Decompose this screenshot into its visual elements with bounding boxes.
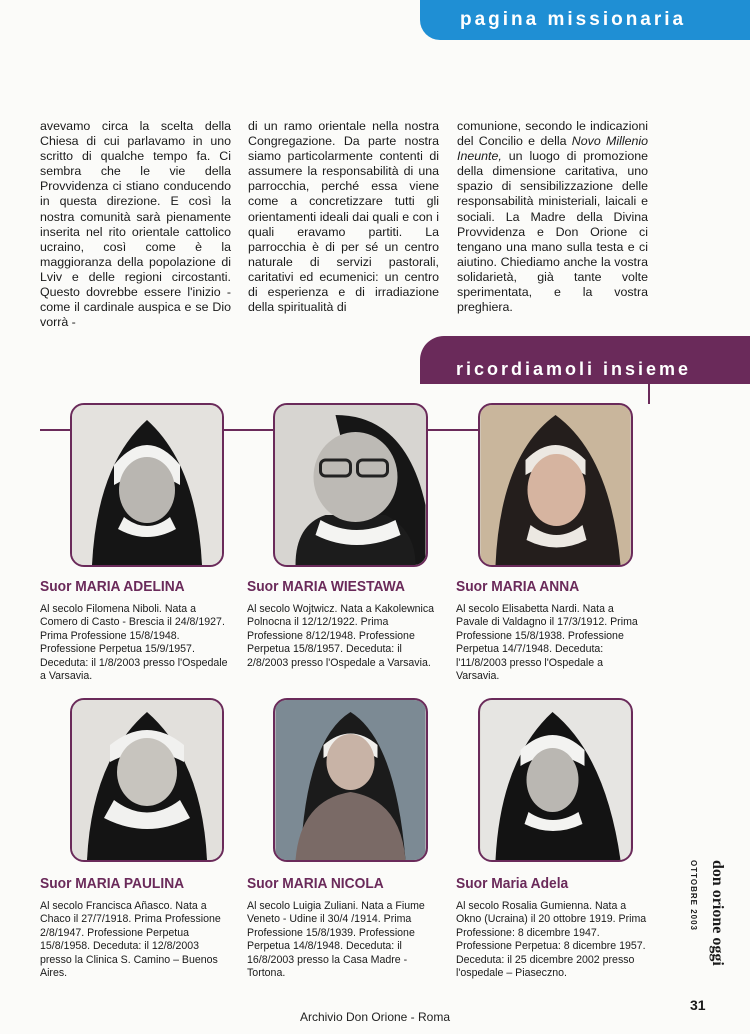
portrait-sister-5: [273, 698, 428, 862]
nun-portrait-image: [480, 700, 631, 860]
portrait-sister-4: [70, 698, 224, 862]
nun-portrait-image: [275, 700, 426, 860]
sister-bio: Al secolo Filomena Niboli. Nata a Comero di Casto - Brescia il 24/8/1927. Prima Professione 15/8/1948. Professione Perpetua 15/9/1957. Deceduta: il 1/8/2003 presso l'Ospedale a Varsavia.: [40, 603, 228, 683]
sister-bio: Al secolo Luigia Zuliani. Nata a Fiume Veneto - Udine il 30/4 /1914. Prima Professione 15/8/1939. Professione Perpetua 14/8/1948. Deceduta: il 16/8/2003 presso la Casa Madre - Tortona.: [247, 900, 425, 980]
nun-portrait-image: [480, 405, 631, 565]
connector-line: [648, 384, 650, 404]
section-header-title: pagina missionaria: [460, 9, 687, 30]
memorial-section-title: ricordiamoli insieme: [456, 359, 692, 379]
portrait-sister-1: [70, 403, 224, 567]
portrait-sister-3: [478, 403, 633, 567]
magazine-issue: OTTOBRE 2003: [689, 860, 698, 931]
sister-name: Suor MARIA NICOLA: [247, 875, 384, 892]
article-text-3: comunione, secondo le indicazioni del Concilio e della Novo Millenio Ineunte, un luogo di promozione della dimensione caritativa, uno spazio di sensibilizzazione delle responsabilità ministeriali, laicali e sociali. La Madre della Divina Provvidenza e Don Orione ci tengano una mano sulla testa e ci aiutino. Chiediamo anche la vostra solidarietà, già tante volte sperimentata, e la vostra preghiera.: [457, 119, 649, 315]
archive-footer: Archivio Don Orione - Roma: [299, 1010, 451, 1024]
connector-line: [40, 429, 71, 431]
nun-portrait-image: [72, 405, 222, 565]
sister-bio: Al secolo Elisabetta Nardi. Nata a Pavale di Valdagno il 17/3/1912. Prima Professione 15/8/1938. Professione Perpetua 14/7/1948. Deceduta: l'11/8/2003 presso l'Ospedale a Varsavia.: [456, 603, 638, 683]
memorial-section-band: [420, 336, 750, 384]
article-text-1: avevamo circa la scelta della Chiesa di cui parlavamo in uno scritto di qualche tempo fa. Ci sembra che le vie della Provvidenza ci stiano conducendo in questa direzione. E così la nostra comunità sarà pienamente inserita nel rito orientale cattolico ucraino, così come è la maggioranza della popolazione di Lviv e delle regioni circostanti. Questo dovrebbe essere l'inizio - come il cardinale auspica e se Dio vorrà -: [40, 119, 231, 330]
article-text-2: di un ramo orientale nella nostra Congregazione. Da parte nostra siamo particolarmente contenti di assumere la responsabilità di una parrocchia, perché essa viene come a concretizzare tutti gli orientamenti ideali dai quali e con i quali eravamo partiti. La parrocchia è di per sé un centro naturale di servizi pastorali, caritativi ed ecumenici: un centro di esperienza e di irradiazione della spiritualità di: [248, 119, 439, 315]
article-column-1: [40, 119, 231, 330]
section-header-band: [420, 0, 750, 40]
sister-name: Suor Maria Adela: [456, 875, 569, 892]
sister-name: Suor MARIA ANNA: [456, 578, 580, 595]
article-column-3: [457, 119, 648, 315]
sister-bio: Al secolo Rosalia Gumienna. Nata a Okno (Ucraina) il 20 ottobre 1919. Prima Professione: 8 dicembre 1947. Professione Perpetua: 8 dicembre 1957. Deceduta: il 25 dicembre 2002 presso l'ospedale – Piaseczno.: [456, 900, 647, 980]
nun-portrait-image: [72, 700, 222, 860]
page-number: 31: [690, 997, 706, 1013]
sister-bio: Al secolo Francisca Añasco. Nata a Chaco il 27/7/1918. Prima Professione 2/8/1947. Professione Perpetua 15/8/1958. Deceduta: il 12/8/2003 presso la Clinica S. Camino – Buenos Aires.: [40, 900, 221, 980]
connector-line: [426, 429, 479, 431]
portrait-sister-6: [478, 698, 633, 862]
article-column-2: [248, 119, 439, 315]
document-title-italic: Novo Millenio Ineunte,: [457, 134, 649, 164]
sister-name: Suor MARIA ADELINA: [40, 578, 185, 595]
connector-line: [222, 429, 273, 431]
nun-portrait-image: [275, 405, 426, 565]
sister-name: Suor MARIA PAULINA: [40, 875, 185, 892]
portrait-sister-2: [273, 403, 428, 567]
sister-name: Suor MARIA WIESTAWA: [247, 578, 405, 595]
magazine-logo: [689, 860, 726, 992]
magazine-title: don orione oggi: [709, 860, 726, 966]
sister-bio: Al secolo Wojtwicz. Nata a Kakolewnica Polnocna il 12/12/1922. Prima Professione 8/12/1948. Professione Perpetua 15/8/1957. Deceduta: il 2/8/2003 presso l'Ospedale a Varsavia.: [247, 603, 435, 669]
